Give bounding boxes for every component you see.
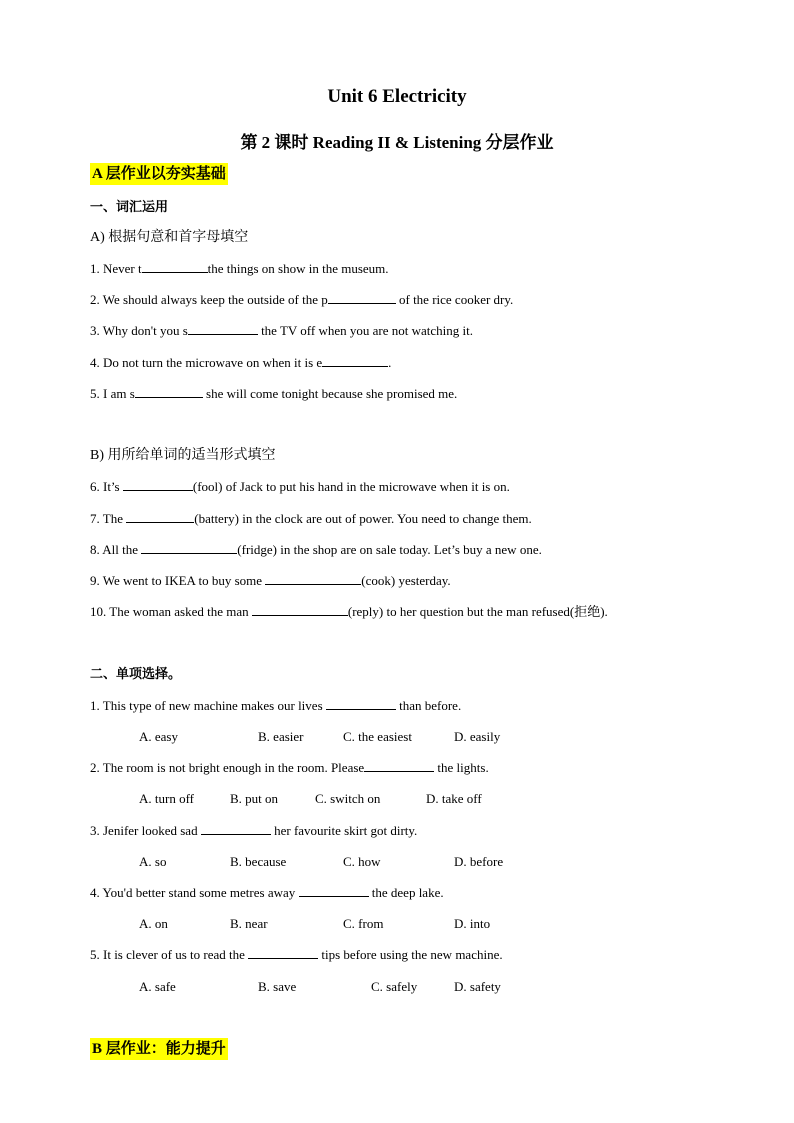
answer-blank[interactable]: [265, 572, 361, 585]
subA-heading: A) 根据句意和首字母填空: [90, 230, 249, 245]
option-a[interactable]: A. easy: [139, 729, 178, 744]
option-d[interactable]: D. take off: [426, 791, 482, 806]
answer-blank[interactable]: [326, 697, 396, 710]
vocab-item-9: 9. We went to IKEA to buy some (cook) yesterday.: [90, 573, 451, 588]
answer-blank[interactable]: [123, 478, 193, 491]
subB-heading: B) 用所给单词的适当形式填空: [90, 448, 276, 463]
option-d[interactable]: D. safety: [454, 979, 501, 994]
option-b[interactable]: B. near: [230, 916, 268, 931]
option-a[interactable]: A. turn off: [139, 791, 195, 806]
option-b[interactable]: B. put on: [230, 791, 279, 806]
answer-blank[interactable]: [126, 510, 194, 523]
section-b-heading: B 层作业：能力提升: [90, 1038, 228, 1060]
mcq-question-5: 5. It is clever of us to read the tips before using the new machine.: [90, 947, 503, 962]
vocab-item-7: 7. The (battery) in the clock are out of power. You need to change them.: [90, 511, 532, 526]
part1-heading: 一、词汇运用: [90, 199, 169, 214]
option-c[interactable]: C. from: [343, 916, 384, 931]
vocab-item-10: 10. The woman asked the man (reply) to her question but the man refused(拒绝).: [90, 604, 608, 619]
option-d[interactable]: D. into: [454, 916, 491, 931]
page-subtitle: 第 2 课时 Reading II & Listening 分层作业: [240, 133, 554, 152]
option-c[interactable]: C. the easiest: [343, 729, 412, 744]
option-d[interactable]: D. before: [454, 854, 504, 869]
option-c[interactable]: C. safely: [371, 979, 418, 994]
option-b[interactable]: B. because: [230, 854, 287, 869]
section-a-heading: A 层作业以夯实基础: [90, 163, 228, 185]
vocab-item-4: 4. Do not turn the microwave on when it is e .: [90, 355, 392, 370]
answer-blank[interactable]: [248, 946, 318, 959]
answer-blank[interactable]: [201, 822, 271, 835]
vocab-item-2: 2. We should always keep the outside of the p of the rice cooker dry.: [90, 292, 514, 307]
option-b[interactable]: B. save: [258, 979, 297, 994]
answer-blank[interactable]: [188, 322, 258, 335]
vocab-item-1: 1. Never t the things on show in the museum.: [90, 261, 389, 276]
vocab-item-6: 6. It’s (fool) of Jack to put his hand in the microwave when it is on.: [90, 479, 510, 494]
option-a[interactable]: A. on: [139, 916, 168, 931]
option-a[interactable]: A. so: [139, 854, 167, 869]
mcq-question-1: 1. This type of new machine makes our lives than before.: [90, 698, 462, 713]
option-a[interactable]: A. safe: [139, 979, 176, 994]
answer-blank[interactable]: [252, 603, 348, 616]
mcq-question-4: 4. You'd better stand some metres away the deep lake.: [90, 885, 444, 900]
option-c[interactable]: C. how: [343, 854, 381, 869]
part2-heading: 二、单项选择。: [90, 666, 182, 681]
answer-blank[interactable]: [142, 260, 208, 273]
option-c[interactable]: C. switch on: [315, 791, 381, 806]
answer-blank[interactable]: [328, 291, 396, 304]
option-d[interactable]: D. easily: [454, 729, 501, 744]
vocab-item-5: 5. I am s she will come tonight because she promised me.: [90, 386, 458, 401]
mcq-question-2: 2. The room is not bright enough in the room. Please the lights.: [90, 760, 489, 775]
option-b[interactable]: B. easier: [258, 729, 304, 744]
answer-blank[interactable]: [299, 884, 369, 897]
vocab-item-3: 3. Why don't you s the TV off when you are not watching it.: [90, 323, 473, 338]
page-title: Unit 6 Electricity: [327, 86, 467, 107]
answer-blank[interactable]: [364, 759, 434, 772]
answer-blank[interactable]: [135, 385, 203, 398]
answer-blank[interactable]: [141, 541, 237, 554]
mcq-question-3: 3. Jenifer looked sad her favourite skirt got dirty.: [90, 823, 418, 838]
answer-blank[interactable]: [322, 354, 388, 367]
vocab-item-8: 8. All the (fridge) in the shop are on sale today. Let’s buy a new one.: [90, 542, 542, 557]
